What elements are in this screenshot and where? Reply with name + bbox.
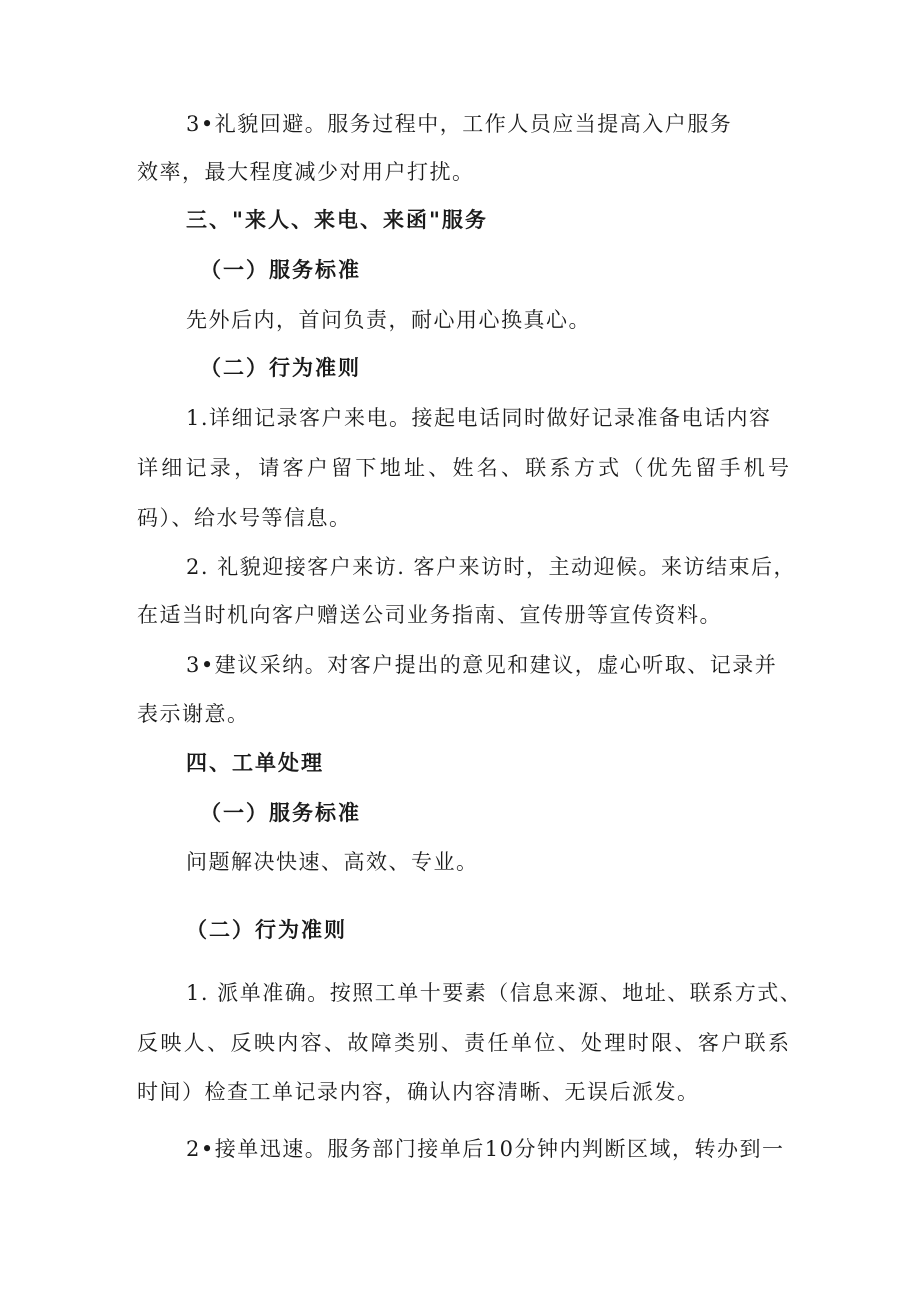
paragraph-line: 3•礼貌回避。服务过程中，工作人员应当提高入户服务 [186,112,733,136]
paragraph-line: 时间）检查工单记录内容，确认内容清晰、无误后派发。 [137,1080,700,1104]
paragraph-line: 3•建议采纳。对客户提出的意见和建议，虚心听取、记录并 [186,653,778,677]
subsection-heading: （二）行为准则 [200,355,361,380]
section-heading: 三、"来人、来电、来函"服务 [186,207,488,232]
paragraph-line: 码）、给水号等信息。 [137,506,352,530]
paragraph-line: 2. 礼貌迎接客户来访. 客户来访时，主动迎候。来访结束后， [186,555,797,579]
paragraph-line: 表示谢意。 [137,702,250,726]
paragraph-line: 1. 派单准确。按照工单十要素（信息来源、地址、联系方式、 [186,981,803,1005]
subsection-heading: （一）服务标准 [200,800,361,825]
paragraph-line: 先外后内，首问负责，耐心用心换真心。 [186,308,591,332]
paragraph-line: 1.详细记录客户来电。接起电话同时做好记录准备电话内容 [186,406,772,430]
section-heading: 四、工单处理 [186,750,324,775]
paragraph-line: 在适当时机向客户赠送公司业务指南、宣传册等宣传资料。 [137,603,722,627]
subsection-heading: （二）行为准则 [186,917,347,942]
paragraph-line: 效率，最大程度减少对用户打扰。 [137,160,475,184]
paragraph-line: 反映人、反映内容、故障类别、责任单位、处理时限、客户联系 [137,1031,789,1055]
subsection-heading: （一）服务标准 [200,257,361,282]
paragraph-line: 2•接单迅速。服务部门接单后10分钟内判断区域，转办到一 [186,1137,785,1161]
paragraph-line: 问题解决快速、高效、专业。 [186,850,479,874]
paragraph-line: 详细记录，请客户留下地址、姓名、联系方式（优先留手机号 [137,456,789,480]
